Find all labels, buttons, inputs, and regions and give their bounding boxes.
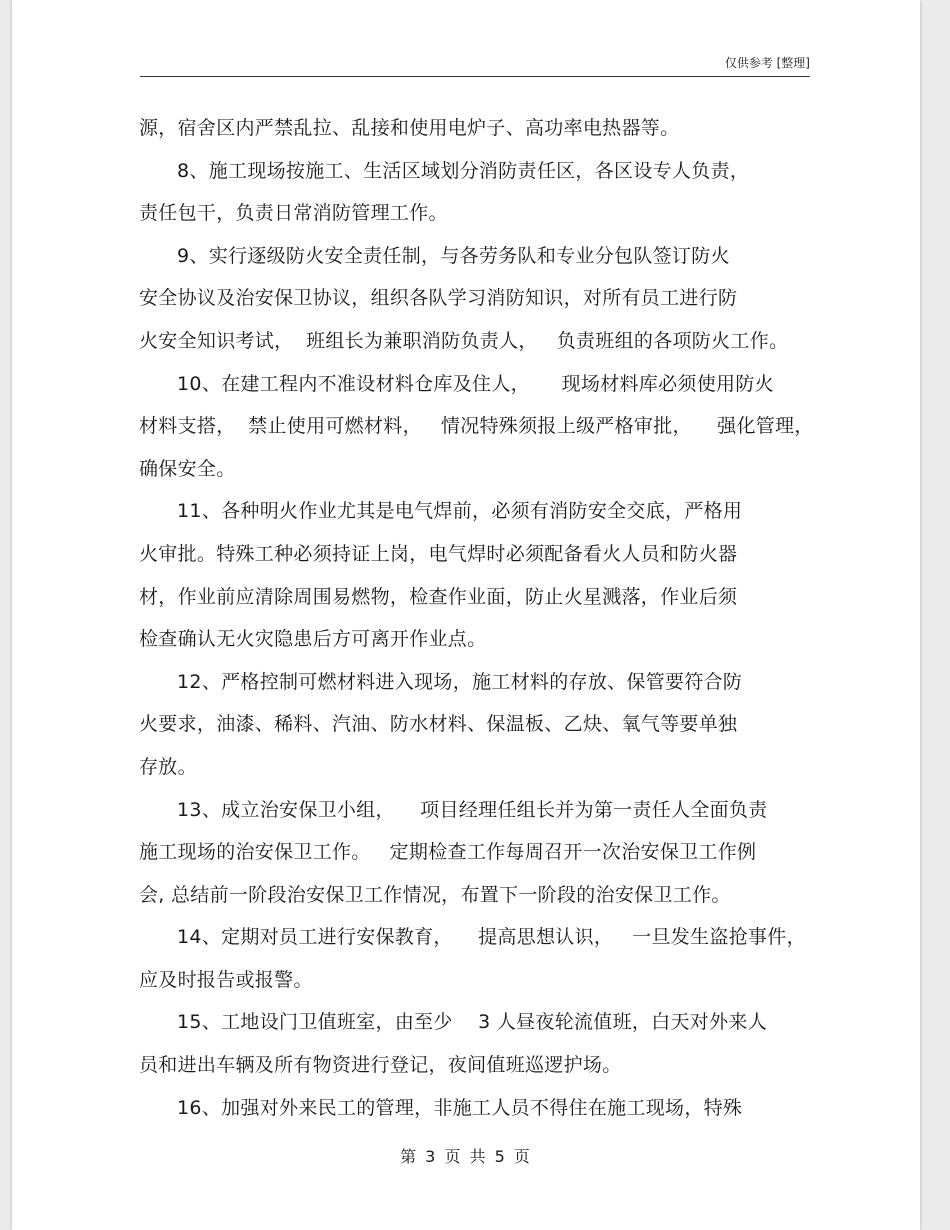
page-body: [139, 107, 819, 1129]
paragraph-continuation: 源，宿舍区内严禁乱拉、乱接和使用电炉子、高功率电热器等。: [139, 117, 680, 139]
paragraph-15: 15、工地设门卫值班室，由至少 3 人昼夜轮流值班，白天对外来人 员和进出车辆及所有物资进行登记，夜间值班巡逻护场。: [139, 1011, 768, 1077]
paragraph-12: 12、严格控制可燃材料进入现场，施工材料的存放、保管要符合防 火要求，油漆、稀料、汽油、防水材料、保温板、乙炔、氧气等要单独 存放。: [139, 670, 743, 778]
paragraph-14: 14、定期对员工进行安保教育， 提高思想认识， 一旦发生盗抢事件， 应及时报告或报警。: [139, 926, 806, 991]
page-number-footer: 第 3 页 共 5 页: [400, 1147, 532, 1166]
document-page: [12, 0, 920, 1230]
paragraph-11: 11、各种明火作业尤其是电气焊前，必须有消防安全交底，严格用 火审批。特殊工种必须持证上岗，电气焊时必须配备看火人员和防火器 材，作业前应清除周围易燃物，检查作业面，防止火星溅落，作业后须 检查确认无火灾隐患后方可离开作业点。: [139, 500, 743, 651]
header-divider: [140, 76, 810, 77]
paragraph-8: 8、施工现场按施工、生活区域划分消防责任区，各区设专人负责， 责任包干，负责日常消防管理工作。: [139, 159, 750, 225]
paragraph-13: 13、成立治安保卫小组， 项目经理任组长并为第一责任人全面负责 施工现场的治安保卫工作。 定期检查工作每周召开一次治安保卫工作例 会, 总结前一阶段治安保卫工作情况，布置下一阶段的治安保卫工作。: [139, 798, 768, 906]
paragraph-16: 16、加强对外来民工的管理，非施工人员不得住在施工现场，特殊: [139, 1096, 743, 1119]
paragraph-9: 9、实行逐级防火安全责任制，与各劳务队和专业分包队签订防火 安全协议及治安保卫协议，组织各队学习消防知识，对所有员工进行防 火安全知识考试， 班组长为兼职消防负责人， 负责班组的各项防火工作。: [139, 244, 789, 352]
paragraph-10: 10、在建工程内不准设材料仓库及住人， 现场材料库必须使用防火 材料支搭， 禁止使用可燃材料， 情况特殊须报上级严格审批， 强化管理， 确保安全。: [139, 372, 814, 480]
page-header: 仅供参考 [整理]: [724, 56, 810, 70]
